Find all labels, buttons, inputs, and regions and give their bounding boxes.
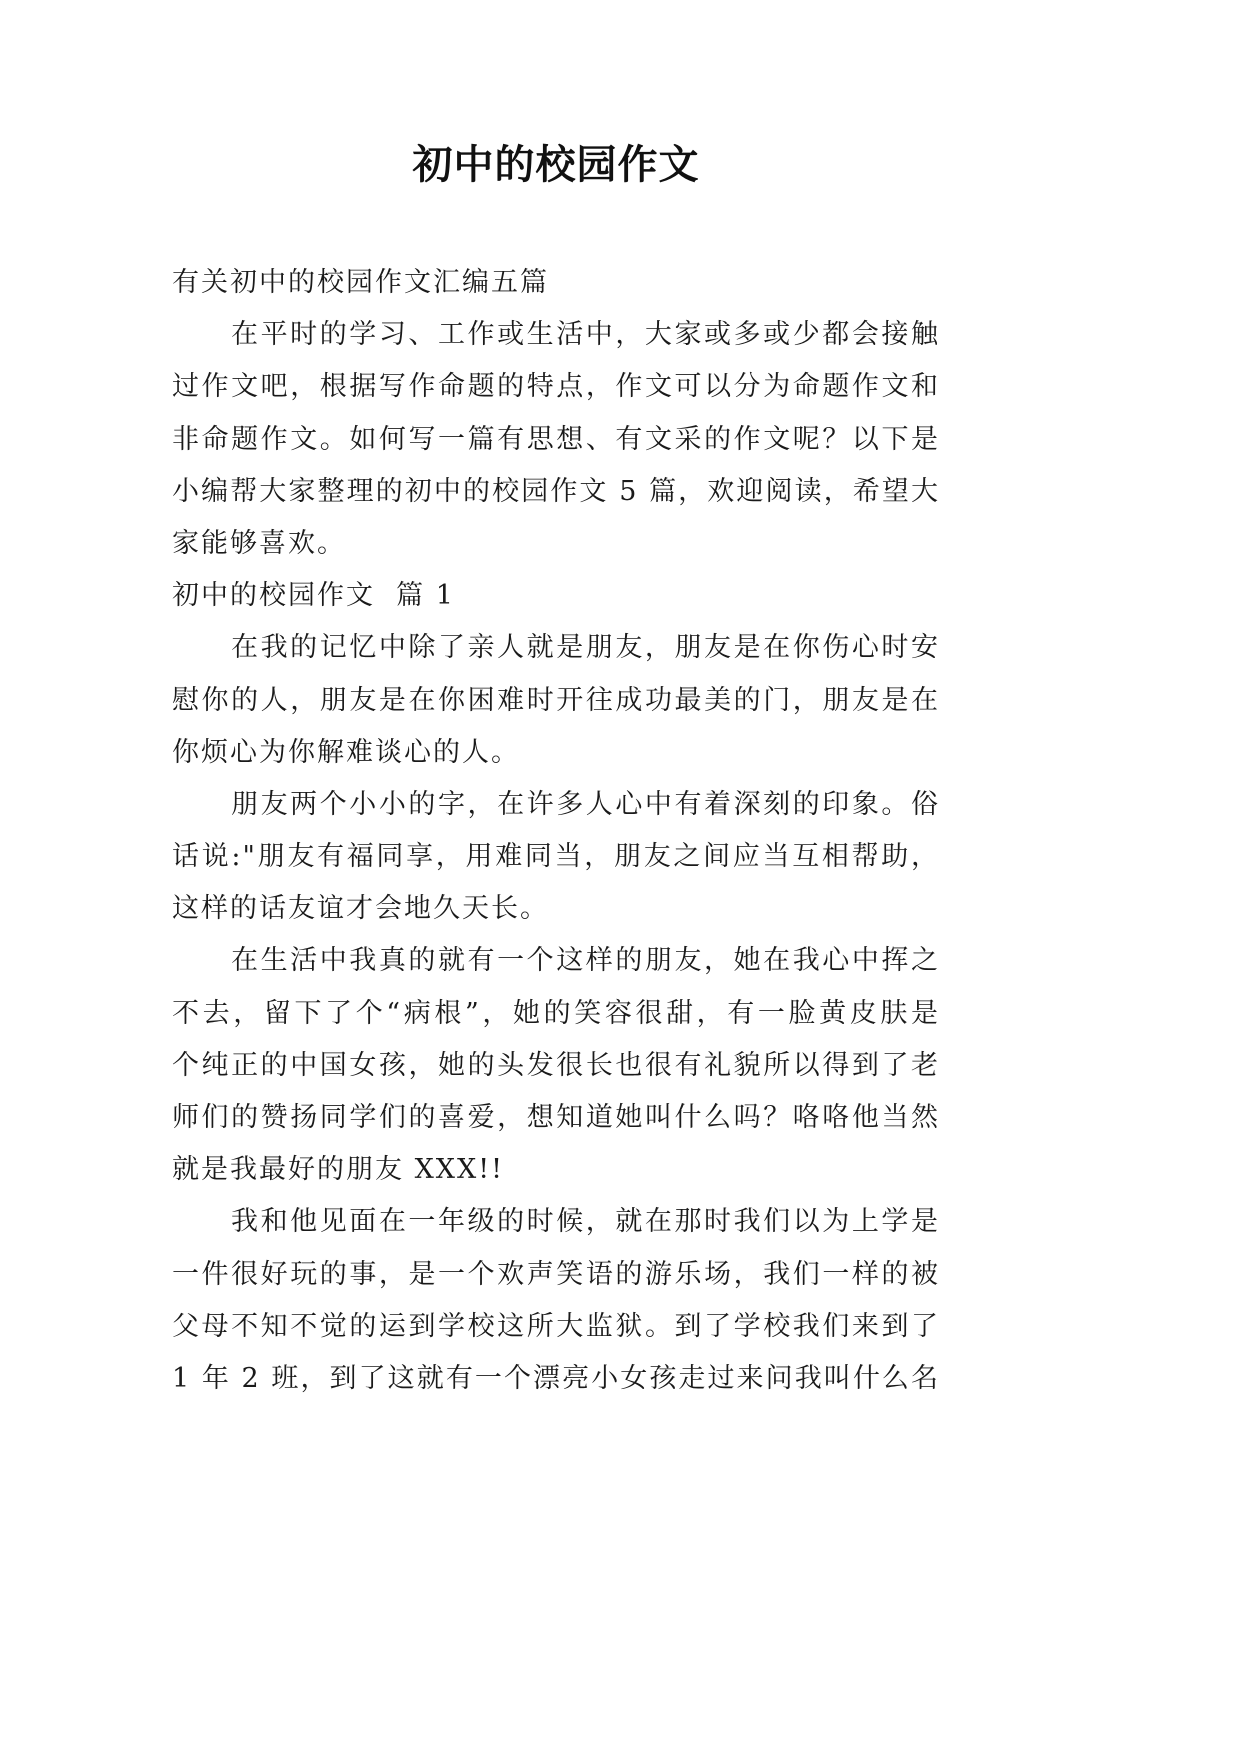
document-body xyxy=(172,257,940,1405)
text-line: 你烦心为你解难谈心的人。 xyxy=(172,736,520,768)
text-line: 父母不知不觉的运到学校这所大监狱。到了学校我们来到了 xyxy=(172,1310,940,1342)
essay-paragraph xyxy=(172,1196,940,1405)
text-line: 小编帮大家整理的初中的校园作文 5 篇，欢迎阅读，希望大 xyxy=(172,475,940,507)
essay-paragraph xyxy=(172,779,940,936)
text-line: 1 年 2 班，到了这就有一个漂亮小女孩走过来问我叫什么名 xyxy=(172,1362,940,1394)
text-line: 话说:"朋友有福同享，用难同当，朋友之间应当互相帮助， xyxy=(172,841,940,873)
text-line: 师们的赞扬同学们的喜爱，想知道她叫什么吗？咯咯他当然 xyxy=(172,1102,940,1133)
text-line: 过作文吧，根据写作命题的特点，作文可以分为命题作文和 xyxy=(172,371,940,403)
page-title: 初中的校园作文 xyxy=(412,141,700,188)
text-line: 在平时的学习、工作或生活中，大家或多或少都会接触 xyxy=(231,319,940,351)
text-line: 就是我最好的朋友 XXX!! xyxy=(172,1154,504,1186)
text-line: 一件很好玩的事，是一个欢声笑语的游乐场，我们一样的被 xyxy=(172,1258,940,1290)
text-line: 在生活中我真的就有一个这样的朋友，她在我心中挥之 xyxy=(231,945,940,977)
intro-paragraph xyxy=(172,309,940,570)
essay-paragraph xyxy=(172,935,940,1196)
document-subtitle: 有关初中的校园作文汇编五篇 xyxy=(172,267,549,298)
text-line: 这样的话友谊才会地久天长。 xyxy=(172,893,549,925)
text-line: 慰你的人，朋友是在你困难时开往成功最美的门，朋友是在 xyxy=(172,684,940,716)
text-line: 我和他见面在一年级的时候，就在那时我们以为上学是 xyxy=(231,1206,940,1238)
text-line: 家能够喜欢。 xyxy=(172,527,346,559)
text-line: 朋友两个小小的字，在许多人心中有着深刻的印象。俗 xyxy=(231,788,940,820)
text-line: 个纯正的中国女孩，她的头发很长也很有礼貌所以得到了老 xyxy=(172,1049,940,1081)
section-heading: 初中的校园作文 篇 1 xyxy=(172,580,455,612)
text-line: 不去，留下了个“病根”，她的笑容很甜，有一脸黄皮肤是 xyxy=(172,997,940,1029)
text-line: 在我的记忆中除了亲人就是朋友，朋友是在你伤心时安 xyxy=(231,632,940,664)
text-line: 非命题作文。如何写一篇有思想、有文采的作文呢？以下是 xyxy=(172,423,940,455)
essay-paragraph xyxy=(172,622,940,779)
